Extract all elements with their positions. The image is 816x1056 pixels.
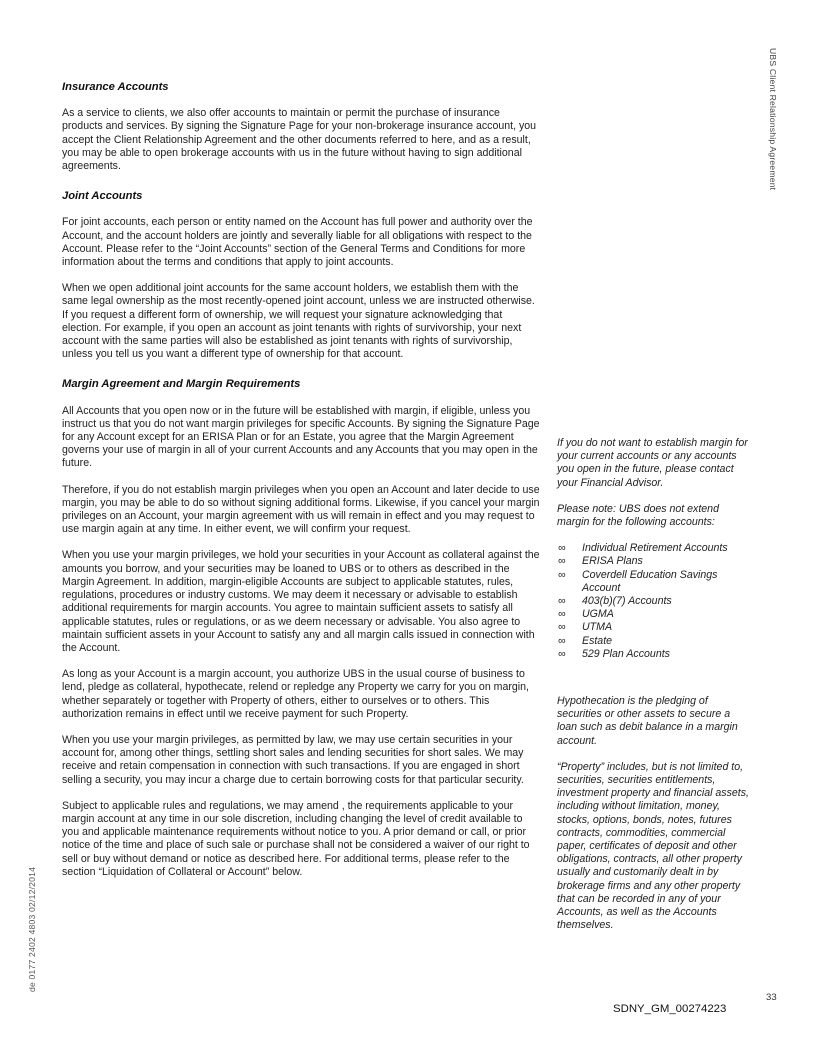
left-margin-vertical-text: de 0177 2402 4803 02/12/2014 (27, 866, 37, 992)
list-item (558, 608, 749, 621)
list-item-label: 403(b)(7) Accounts (582, 595, 672, 608)
body-paragraph: All Accounts that you open now or in the future will be established with margin, if eligible, unless you instruct us that you do not want margin privileges for specific Accounts. By signing the Signature Page for any Account except for an ERISA Plan or for an Estate, you agree that the Margin Agreement governs your use of margin in all of your current Accounts and any Accounts that you may open in the future. (62, 404, 540, 470)
body-paragraph: When we open additional joint accounts for the same account holders, we establish them with the same legal ownership as the most recently-opened joint account, unless we are instructed otherwise. If you request a different form of ownership, we will request your signature acknowledging that election. For example, if you open an account as joint tenants with rights of survivorship, your next account with the same parties will also be established as joint tenants with rights of survivorship, unless you tell us you want a different type of ownership for that account. (62, 282, 535, 361)
bates-number: SDNY_GM_00274223 (613, 1003, 727, 1015)
infinity-bullet-icon: ∞ (558, 542, 566, 555)
sidebar-note: “Property” includes, but is not limited to, securities, securities entitlements, investment property and financial assets, including without limitation, money, stocks, options, bonds, notes, futures contracts, commodities, commercial paper, certificates of deposit and other obligations, contracts, all other property usually and customarily dealt in by brokerage firms and any other property that can be recorded in any of your Accounts, as well as the Accounts themselves. (557, 760, 749, 932)
list-item (558, 555, 749, 568)
body-paragraph: As long as your Account is a margin account, you authorize UBS in the usual course of business to lend, pledge as collateral, hypothecate, relend or repledge any Property we carry for you on margin, whether separately or together with Property of others, either to ourselves or to others. This authorization remains in effect until we receive payment for such Property. (62, 668, 529, 720)
infinity-bullet-icon: ∞ (558, 595, 566, 608)
list-item-label: Coverdell Education Savings Account (582, 568, 718, 594)
infinity-bullet-icon: ∞ (558, 608, 566, 621)
list-item-label: 529 Plan Accounts (582, 647, 670, 660)
list-item (558, 648, 749, 661)
infinity-bullet-icon: ∞ (558, 634, 566, 647)
body-paragraph: Therefore, if you do not establish margin privileges when you open an Account and later decide to use margin, you may be able to do so without signing additional forms. Likewise, if you cancel your margin privileges on an Account, your margin agreement with us will remain in effect and you may request to use margin again at any time. In either event, we will confirm your request. (62, 483, 540, 536)
infinity-bullet-icon: ∞ (558, 621, 566, 634)
body-paragraph: As a service to clients, we also offer accounts to maintain or permit the purchase of insurance products and services. By signing the Signature Page for your non-brokerage insurance account, you accept the Client Relationship Agreement and the other documents referred to here, and as a result, you may be able to open brokerage accounts with us in the future without having to sign additional agreements. (62, 107, 537, 173)
right-margin-vertical-text: UBS Client Relationship Agreement (768, 48, 778, 191)
page-number: 33 (766, 992, 777, 1003)
sidebar-note: If you do not want to establish margin for your current accounts or any accounts you open in the future, please contact your Financial Advisor. (557, 437, 748, 489)
main-column (62, 81, 540, 892)
list-item (558, 635, 749, 648)
list-item (558, 621, 749, 634)
body-paragraph: When you use your margin privileges, we hold your securities in your Account as collateral against the amounts you borrow, and your securities may be loaned to UBS or to others as described in the Margin Agreement. In addition, margin-eligible Accounts are subject to applicable statutes, rules, regulations, procedures or industry customs. We may deem it necessary or advisable to establish additional requirements for margin accounts. You agree to maintain sufficient assets to satisfy all applicable statutes, rules or regulations, or as we deem necessary or advisable. You also agree to maintain sufficient assets in your Account to satisfy any and all margin calls issued in connection with the Account. (62, 549, 540, 654)
sidebar-note: Hypothecation is the pledging of securities or other assets to secure a loan such as debit balance in a margin account. (557, 695, 738, 747)
body-paragraph: When you use your margin privileges, as permitted by law, we may use certain securities in your account for, among other things, settling short sales and lending securities for short sales. We may receive and retain compensation in connection with such transactions. If you are engaged in short selling a security, you may incur a charge due to certain borrowing costs for that particular security. (62, 733, 524, 786)
section-heading: Insurance Accounts (62, 81, 169, 93)
list-item-label: Estate (582, 634, 613, 647)
list-item (558, 542, 749, 555)
sidebar-account-list (557, 542, 749, 661)
list-item-label: UTMA (582, 621, 613, 634)
infinity-bullet-icon: ∞ (558, 568, 566, 581)
infinity-bullet-icon: ∞ (558, 555, 566, 568)
sidebar-note: Please note: UBS does not extend margin for the following accounts: (557, 502, 719, 529)
infinity-bullet-icon: ∞ (558, 647, 566, 660)
list-item (558, 569, 749, 595)
list-item-label: UGMA (582, 608, 614, 621)
section-heading: Margin Agreement and Margin Requirements (62, 378, 301, 391)
body-paragraph: For joint accounts, each person or entity named on the Account has full power and authority over the Account, and the account holders are jointly and severally liable for all obligations with respect to the Account. Please refer to the “Joint Accounts” section of the General Terms and Conditions for more information about the terms and conditions that apply to joint accounts. (62, 216, 533, 269)
sidebar-notes-column (557, 437, 749, 946)
section-heading: Joint Accounts (62, 190, 143, 203)
list-item-label: ERISA Plans (582, 555, 643, 568)
body-paragraph: Subject to applicable rules and regulations, we may amend , the requirements applicable to your margin account at any time in our sole discretion, including changing the level of credit available to you and applicable maintenance requirements without notice to you. A prior demand or call, or prior notice of the time and place of such sale or purchase shall not be considered a waiver of our right to sell or buy without demand or notice as described here. For additional terms, please refer to the section “Liquidation of Collateral or Account” below. (62, 799, 530, 878)
list-item (558, 595, 749, 608)
list-item-label: Individual Retirement Accounts (582, 542, 728, 555)
